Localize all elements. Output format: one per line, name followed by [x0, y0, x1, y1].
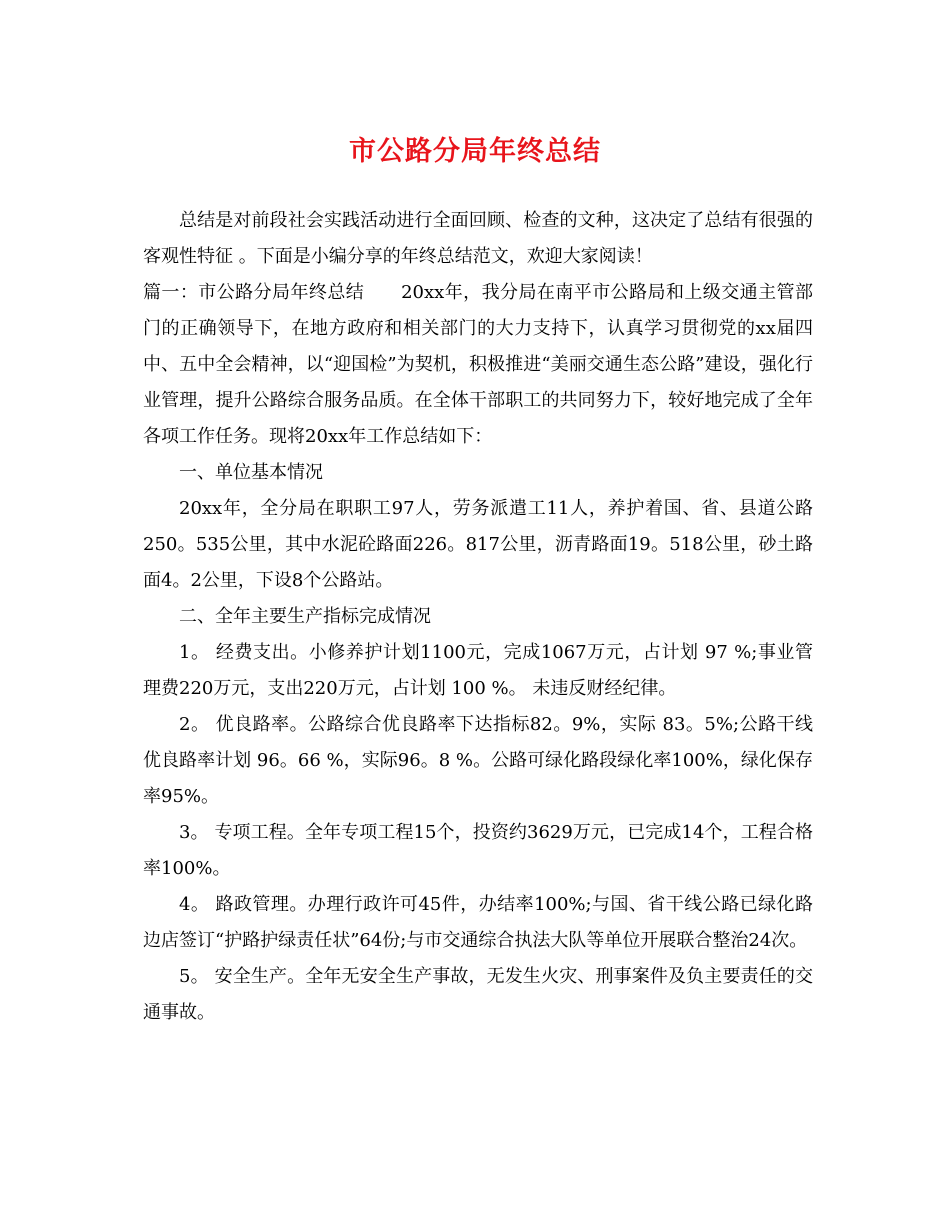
indicator-item-safety: 5。 安全生产。全年无安全生产事故，无发生火灾、刑事案件及负主要责任的交通事故。: [143, 966, 813, 1023]
basic-info-paragraph: 20xx年，全分局在职职工97人，劳务派遣工11人，养护着国、省、县道公路250。535公里，其中水泥砼路面226。817公里，沥青路面19。518公里，砂土路面4。2公里，下设8个公路站。: [143, 498, 813, 591]
document-body: [143, 203, 813, 1031]
indicator-item-funding: 1。 经费支出。小修养护计划1100元，完成1067万元，占计划 97 %;事业管理费220万元，支出220万元，占计划 100 %。 未违反财经纪律。: [143, 642, 813, 699]
indicator-item-special-projects: 3。 专项工程。全年专项工程15个，投资约3629万元，已完成14个，工程合格率100%。: [143, 822, 813, 879]
article-one-paragraph: 篇一：市公路分局年终总结 20xx年，我分局在南平市公路局和上级交通主管部门的正确领导下，在地方政府和相关部门的大力支持下，认真学习贯彻党的xx届四中、五中全会精神，以“迎国检”为契机，积极推进“美丽交通生态公路”建设，强化行业管理，提升公路综合服务品质。在全体干部职工的共同努力下，较好地完成了全年各项工作任务。现将20xx年工作总结如下：: [143, 282, 813, 447]
section-heading-indicators: 二、全年主要生产指标完成情况: [179, 606, 431, 627]
document-title: 市公路分局年终总结: [349, 136, 601, 167]
intro-paragraph: 总结是对前段社会实践活动进行全面回顾、检查的文种，这决定了总结有很强的客观性特征 。下面是小编分享的年终总结范文，欢迎大家阅读！: [143, 210, 813, 267]
section-heading-basic-info: 一、单位基本情况: [179, 462, 323, 483]
indicator-item-road-administration: 4。 路政管理。办理行政许可45件，办结率100%;与国、省干线公路已绿化路边店签订“护路护绿责任状”64份;与市交通综合执法大队等单位开展联合整治24次。: [143, 894, 813, 951]
indicator-item-road-rate: 2。 优良路率。公路综合优良路率下达指标82。9%，实际 83。5%;公路干线优良路率计划 96。66 %，实际96。8 %。公路可绿化路段绿化率100%，绿化保存率95%。: [143, 714, 813, 807]
